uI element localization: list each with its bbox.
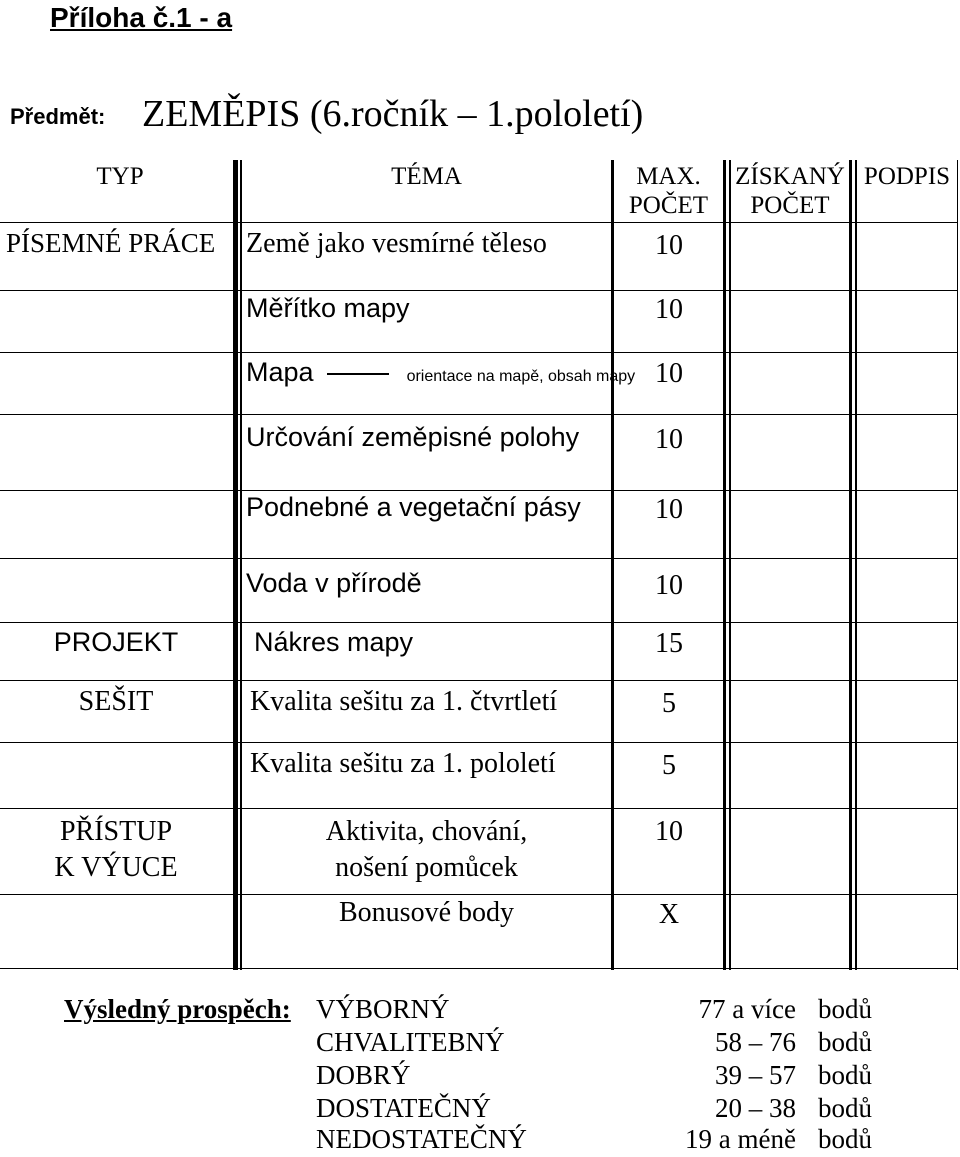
- subject-value: ZEMĚPIS (6.ročník – 1.pololetí): [142, 93, 644, 135]
- row-topic: Podnebné a vegetační pásy: [246, 492, 581, 522]
- row-topic: Země jako vesmírné těleso: [246, 228, 547, 259]
- row-topic: Určování zeměpisné polohy: [246, 422, 580, 452]
- table-divider: [611, 160, 614, 970]
- column-header-podpis: [857, 162, 957, 191]
- table-divider: [0, 414, 958, 415]
- table-divider: [233, 160, 238, 970]
- result-label: Výsledný prospěch:: [64, 994, 291, 1024]
- row-type: [0, 814, 232, 886]
- grade-range: 39 – 57: [715, 1060, 796, 1090]
- grade-name: NEDOSTATEČNÝ: [316, 1124, 527, 1154]
- row-max-score: X: [658, 899, 680, 930]
- grade-range: 58 – 76: [715, 1027, 796, 1057]
- table-divider: [0, 490, 958, 491]
- row-topic: Kvalita sešitu za 1. pololetí: [250, 748, 556, 779]
- row-max-score: 10: [655, 358, 683, 389]
- table-divider: [0, 622, 958, 623]
- row-max-score: 10: [655, 294, 683, 325]
- grade-name: CHVALITEBNÝ: [316, 1027, 505, 1057]
- column-header-label: MAX.: [636, 163, 701, 190]
- grade-unit: bodů: [818, 1124, 872, 1154]
- grade-unit: bodů: [818, 994, 872, 1024]
- column-header-tema: [242, 162, 611, 191]
- row-max-score: 10: [655, 424, 683, 455]
- table-divider: [0, 894, 958, 895]
- row-topic-line: nošení pomůcek: [335, 852, 518, 883]
- grade-range: 77 a více: [698, 994, 796, 1024]
- grade-range: 19 a méně: [685, 1124, 796, 1154]
- column-header-label: TYP: [96, 163, 144, 190]
- row-max-score: 15: [655, 628, 683, 659]
- table-divider: [855, 160, 857, 970]
- grade-name: DOBRÝ: [316, 1060, 411, 1090]
- row-topic: [242, 814, 611, 886]
- row-topic: Voda v přírodě: [246, 568, 422, 598]
- table-divider: [0, 352, 958, 353]
- table-divider: [0, 742, 958, 743]
- table-divider: [729, 160, 731, 970]
- grade-unit: bodů: [818, 1027, 872, 1057]
- grade-unit: bodů: [818, 1093, 872, 1123]
- row-topic: Měřítko mapy: [246, 293, 410, 323]
- table-divider: [957, 160, 958, 970]
- row-max-score: 10: [655, 570, 683, 601]
- table-divider: [0, 558, 958, 559]
- row-max-score: 10: [655, 230, 683, 261]
- row-topic: Kvalita sešitu za 1. čtvrtletí: [250, 686, 558, 717]
- grade-name: VÝBORNÝ: [316, 994, 450, 1024]
- grade-unit: bodů: [818, 1060, 872, 1090]
- row-topic: [246, 357, 635, 388]
- row-max-score: 5: [662, 750, 676, 781]
- row-type-line: K VÝUCE: [54, 852, 178, 883]
- column-header-label: ZÍSKANÝ: [735, 163, 845, 190]
- row-type: PÍSEMNÉ PRÁCE: [6, 228, 216, 258]
- topic-dash: [327, 373, 389, 375]
- row-type: SEŠIT: [78, 686, 154, 717]
- column-header-label: POČET: [628, 192, 709, 219]
- row-topic: Nákres mapy: [254, 627, 414, 657]
- grade-name: DOSTATEČNÝ: [316, 1093, 491, 1123]
- page-title: Příloha č.1 - a: [50, 2, 233, 33]
- row-topic-note: orientace na mapě, obsah mapy: [406, 368, 636, 385]
- column-header-typ: [0, 162, 240, 191]
- table-divider: [723, 160, 726, 970]
- column-header-label: PODPIS: [863, 163, 951, 190]
- table-divider: [0, 680, 958, 681]
- table-divider: [849, 160, 852, 970]
- row-max-score: 10: [655, 494, 683, 525]
- column-header-label: POČET: [750, 192, 830, 219]
- table-divider: [0, 808, 958, 809]
- row-type: PROJEKT: [53, 627, 179, 657]
- row-max-score: 5: [662, 688, 676, 719]
- grade-range: 20 – 38: [715, 1093, 796, 1123]
- row-topic-label: Mapa: [246, 357, 314, 387]
- row-max-score: 10: [655, 816, 683, 847]
- row-type-line: PŘÍSTUP: [59, 816, 173, 847]
- table-divider: [0, 222, 958, 223]
- column-header-ziskany: [731, 162, 849, 220]
- column-header-label: TÉMA: [391, 163, 462, 190]
- column-header-max: [614, 162, 723, 220]
- row-topic-line: Aktivita, chování,: [325, 816, 528, 847]
- row-topic: Bonusové body: [339, 897, 514, 928]
- table-divider: [0, 968, 958, 969]
- table-divider: [0, 290, 958, 291]
- subject-label: Předmět:: [10, 104, 106, 129]
